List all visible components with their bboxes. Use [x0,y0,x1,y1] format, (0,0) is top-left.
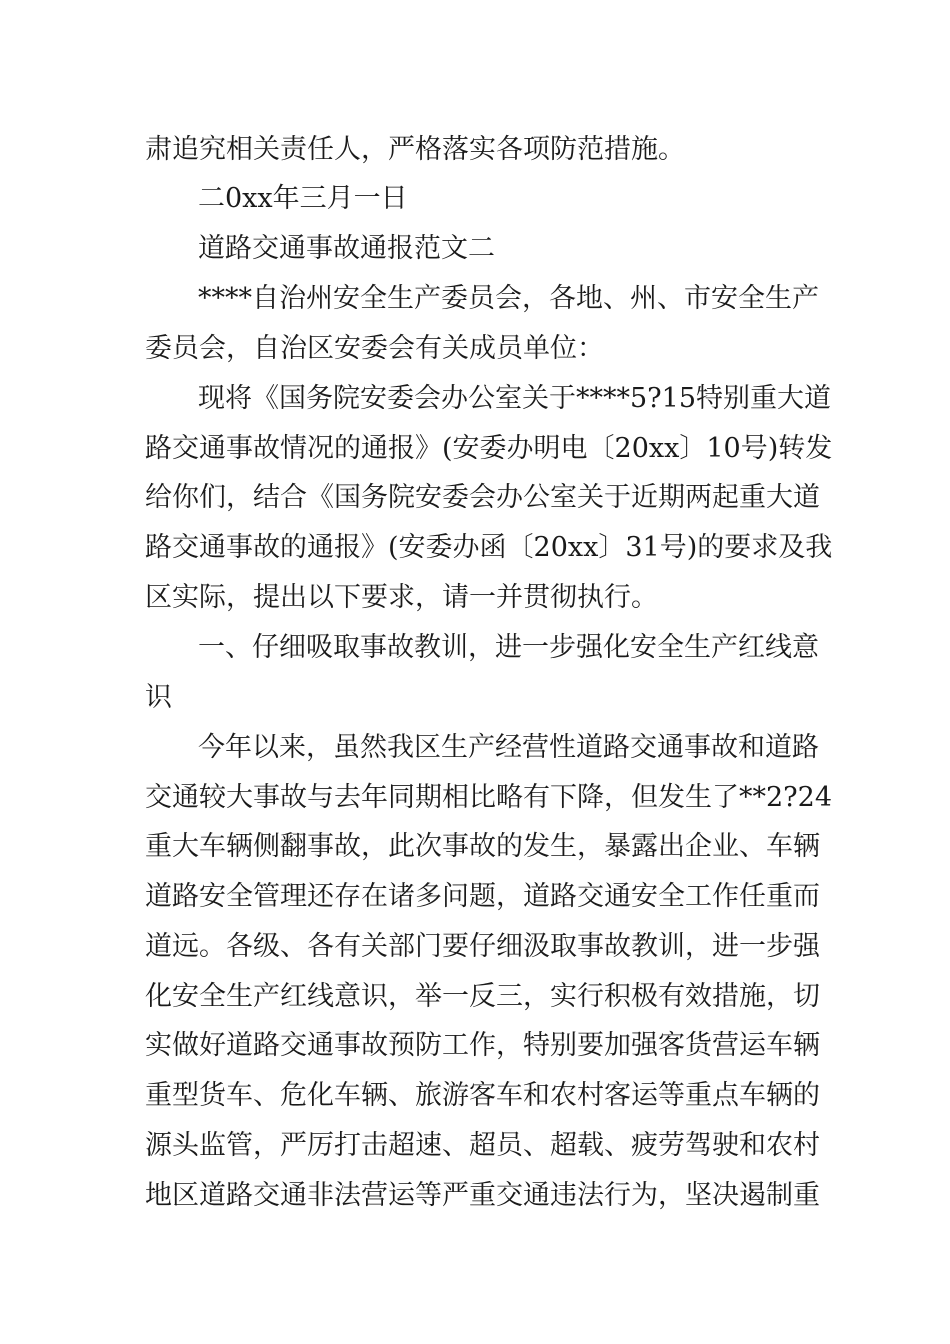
addressee-text: ****自治州安全生产委员会，各地、州、市安全生产 [198,283,819,314]
line-text: 路交通事故的通报》(安委办函〔20xx〕31号)的要求及我 [145,532,833,563]
section-title [0,225,950,273]
line-text: 今年以来，虽然我区生产经营性道路交通事故和道路 [198,732,819,763]
line-text: 源头监管，严厉打击超速、超员、超载、疲劳驾驶和农村 [145,1130,820,1161]
line-text: 重型货车、危化车辆、旅游客车和农村客运等重点车辆的 [145,1080,820,1111]
text-line [0,425,950,473]
line-text: 区实际，提出以下要求，请一并贯彻执行。 [145,582,658,613]
heading-line [0,624,950,672]
text-line [0,325,950,373]
text-line [0,474,950,522]
line-text: 委员会，自治区安委会有关成员单位： [145,333,604,364]
line-text: 交通较大事故与去年同期相比略有下降，但发生了**2?24 [145,782,833,813]
line-text: 给你们，结合《国务院安委会办公室关于近期两起重大道 [145,482,820,513]
line-text: 化安全生产红线意识，举一反三，实行积极有效措施，切 [145,981,820,1012]
line-text: 路交通事故情况的通报》(安委办明电〔20xx〕10号)转发 [145,433,833,464]
date-text: 二0xx年三月一日 [198,183,408,214]
text-line [0,524,950,572]
text-line [0,823,950,871]
section-title-text: 道路交通事故通报范文二 [198,233,495,264]
addressee-line [0,275,950,323]
line-text: 识 [145,682,172,713]
line-text: 重大车辆侧翻事故，此次事故的发生，暴露出企业、车辆 [145,831,820,862]
text-line [0,774,950,822]
line-text: 地区道路交通非法营运等严重交通违法行为，坚决遏制重 [145,1180,820,1211]
line-text: 实做好道路交通事故预防工作，特别要加强客货营运车辆 [145,1030,820,1061]
text-line [0,1172,950,1220]
text-line [0,1072,950,1120]
text-line [0,1122,950,1170]
paragraph-start [0,724,950,772]
line-text: 道远。各级、各有关部门要仔细汲取事故教训，进一步强 [145,931,820,962]
text-line [0,1022,950,1070]
paragraph-start [0,375,950,423]
line-text: 肃追究相关责任人，严格落实各项防范措施。 [145,134,685,165]
text-line [0,574,950,622]
line-text: 现将《国务院安委会办公室关于****5?15特别重大道 [198,383,832,414]
line-text: 道路安全管理还存在诸多问题，道路交通安全工作任重而 [145,881,820,912]
date-line [0,175,950,223]
text-line [0,674,950,722]
text-line [0,923,950,971]
heading-text: 一、仔细吸取事故教训，进一步强化安全生产红线意 [198,632,819,663]
text-line [0,873,950,921]
text-line [0,973,950,1021]
text-line [0,126,950,174]
